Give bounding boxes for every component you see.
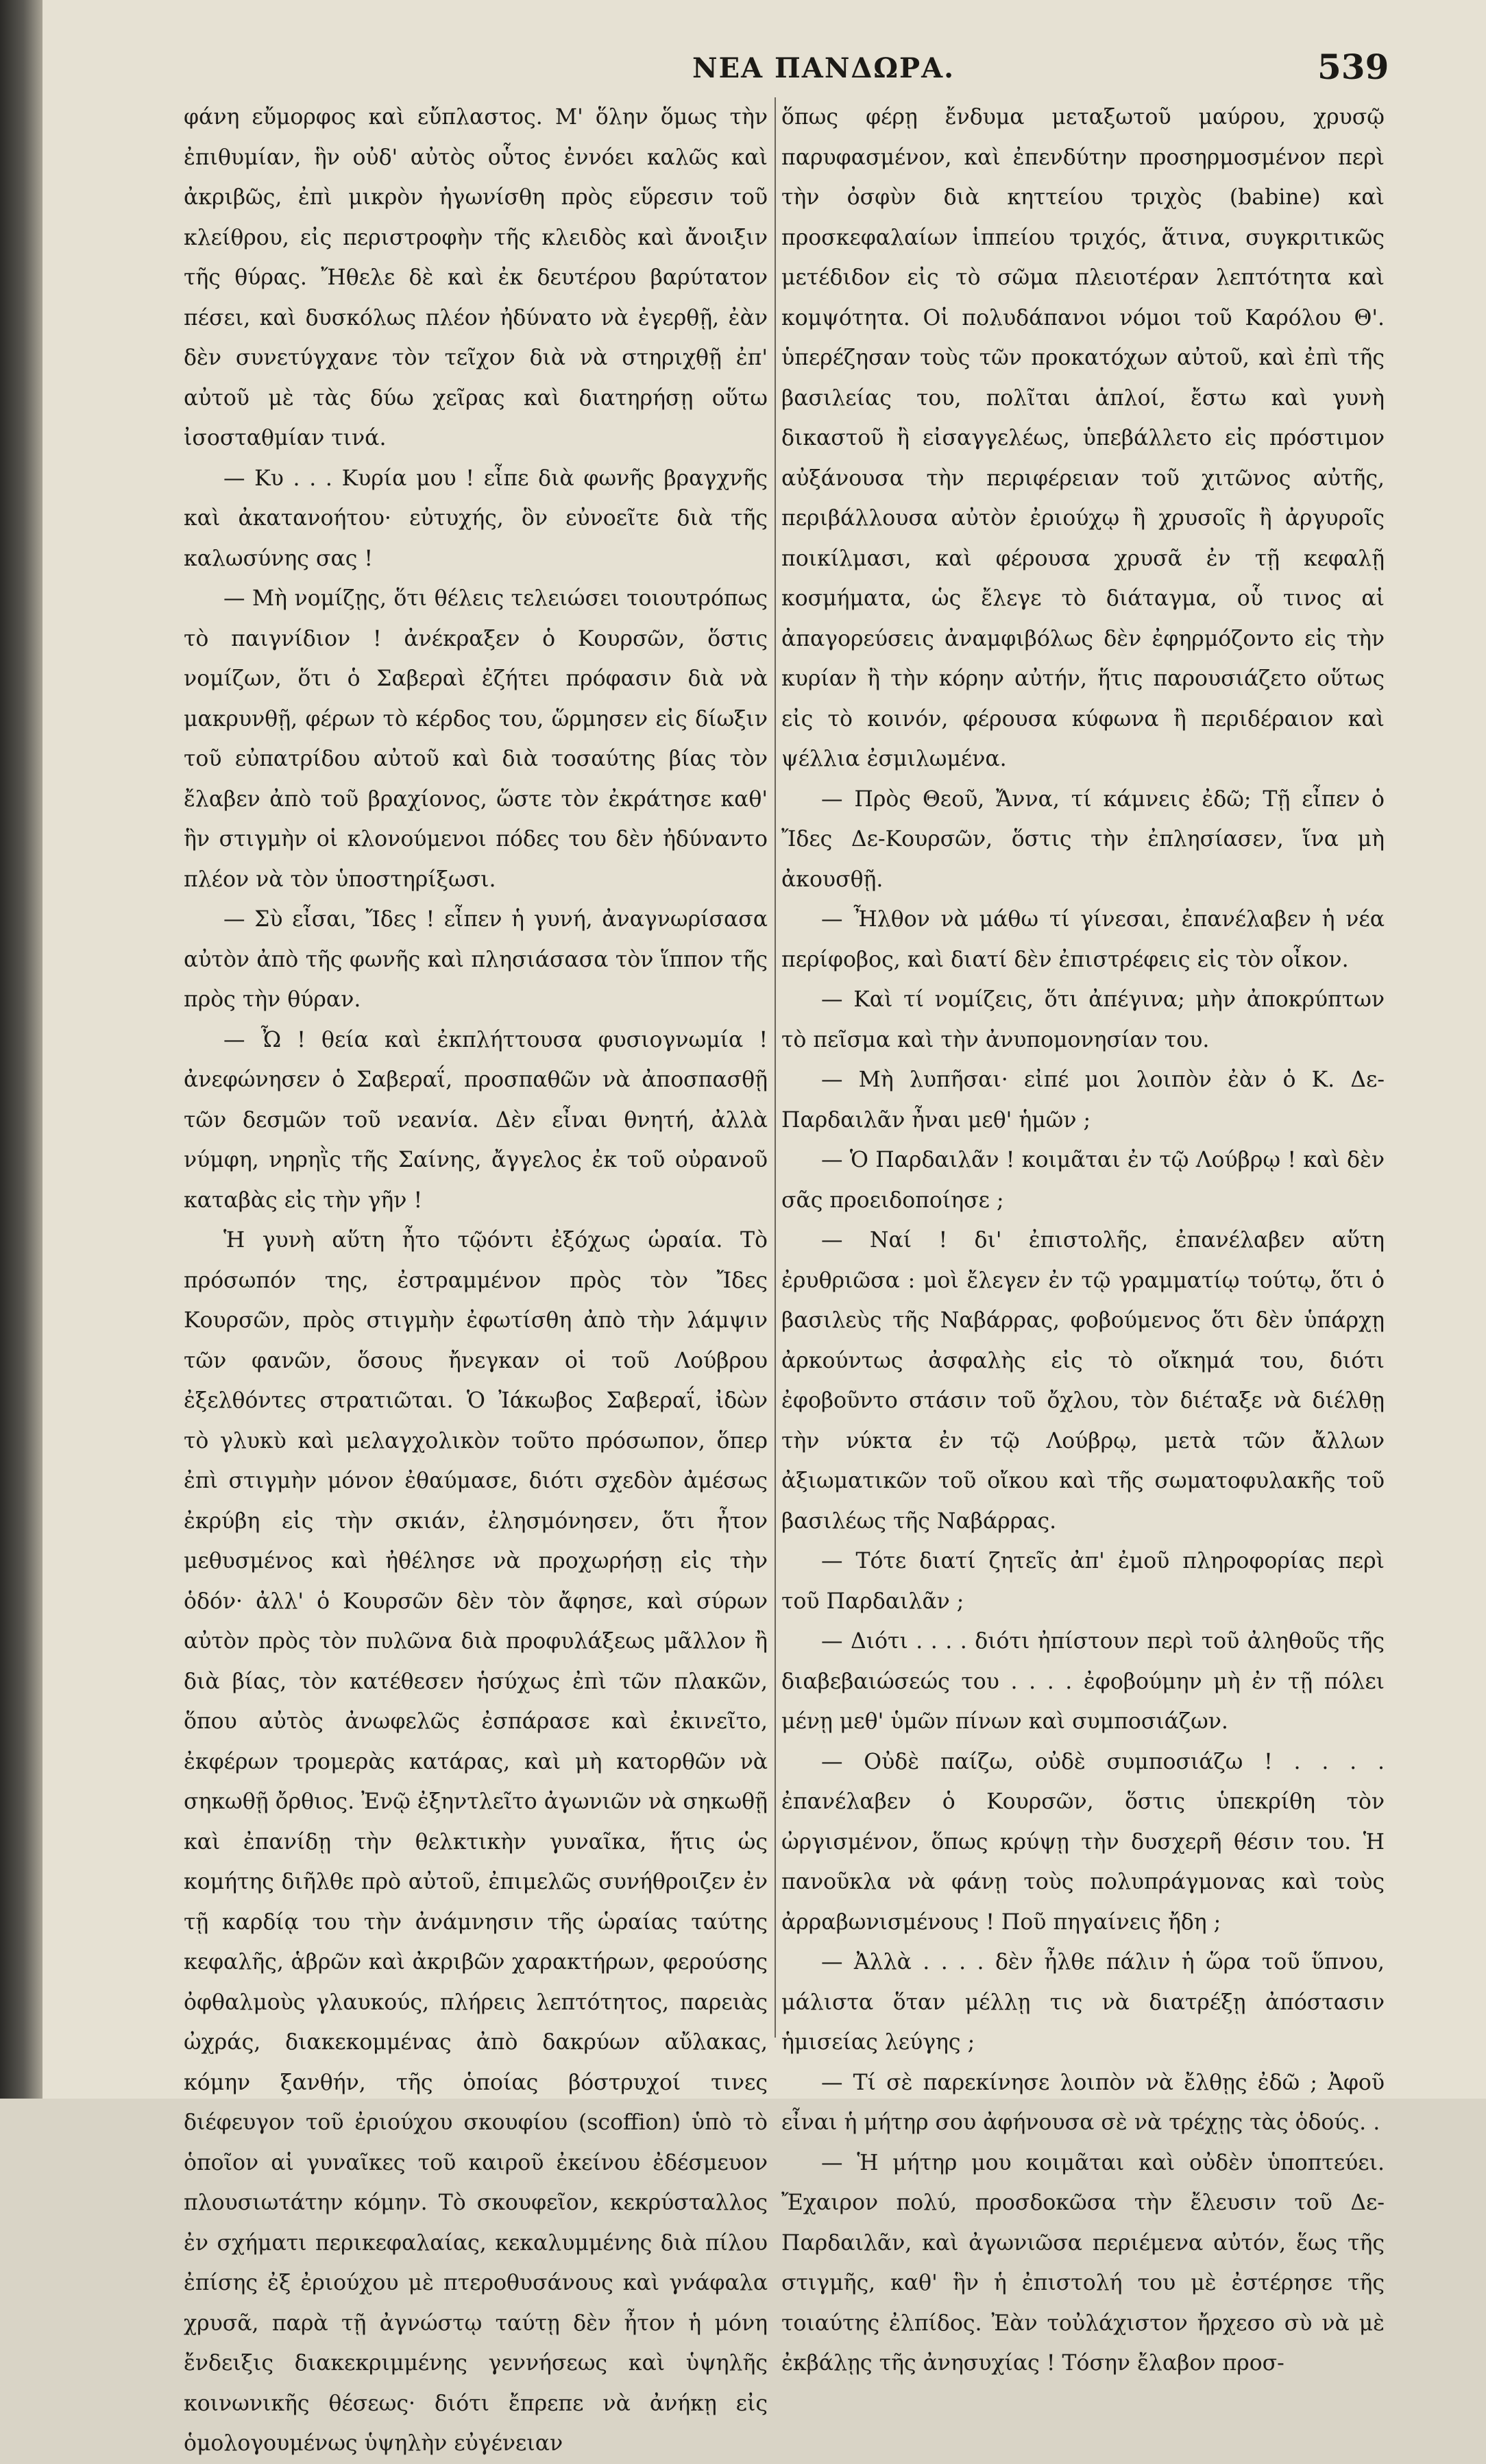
dialogue-paragraph: — Ἡ μήτηρ μου κοιμᾶται καὶ οὐδὲν ὑποπτεύει. Ἔχαιρον πολύ, προσδοκῶσα τὴν ἔλευσιν τοῦ Δε-Παρδαιλᾶν, καὶ ἀγωνιῶσα περιέμενα αὐτόν, ἕως τῆς στιγμῆς, καθ' ἣν ἡ ἐπιστολή του μὲ ἐστέρησε τῆς τοιαύτης ἐλπίδος. Ἐὰν τοὐλάχιστον ἤρχεσο σὺ νὰ μὲ ἐκβάλῃς τῆς ἀνησυχίας ! Τόσην ἔλαβον προσ- bbox=[781, 2150, 1385, 2376]
dialogue-paragraph: — Ὁ Παρδαιλᾶν ! κοιμᾶται ἐν τῷ Λούβρῳ ! καὶ δὲν σᾶς προειδοποίησε ; bbox=[781, 1148, 1385, 1213]
column-divider bbox=[775, 97, 776, 2038]
dialogue-paragraph: — Ἦλθον νὰ μάθω τί γίνεσαι, ἐπανέλαβεν ἡ νέα περίφοβος, καὶ διατί δὲν ἐπιστρέφεις εἰς τὸν οἶκον. bbox=[781, 907, 1385, 972]
dialogue-paragraph: — Μὴ λυπῆσαι· εἰπέ μοι λοιπὸν ἐὰν ὁ Κ. Δε-Παρδαιλᾶν ἦναι μεθ' ἡμῶν ; bbox=[781, 1067, 1385, 1133]
paragraph: φάνη εὔμορφος καὶ εὔπλαστος. Μ' ὅλην ὅμως τὴν ἐπιθυμίαν, ἣν οὐδ' αὐτὸς οὗτος ἐννόει καλῶς καὶ ἀκριβῶς, ἐπὶ μικρὸν ἠγωνίσθη πρὸς εὕρεσιν τοῦ κλείθρου, εἰς περιστροφὴν τῆς κλειδὸς καὶ ἄνοιξιν τῆς θύρας. Ἤθελε δὲ καὶ ἐκ δευτέρου βαρύτατον πέσει, καὶ δυσκόλως πλέον ἠδύνατο νὰ ἐγερθῇ, ἐὰν δὲν συνετύγχανε τὸν τεῖχον διὰ νὰ στηριχθῇ ἐπ' αὐτοῦ μὲ τὰς δύω χεῖρας καὶ διατηρήσῃ οὕτω ἰσοσταθμίαν τινά. bbox=[184, 105, 768, 450]
dialogue-paragraph: — Τί σὲ παρεκίνησε λοιπὸν νὰ ἔλθῃς ἐδῶ ; Ἀφοῦ εἶναι ἡ μήτηρ σου ἀφήνουσα σὲ νὰ τρέχῃς τὰς ὁδούς. . bbox=[781, 2070, 1385, 2135]
paragraph: ὅπως φέρῃ ἔνδυμα μεταξωτοῦ μαύρου, χρυσῷ παρυφασμένον, καὶ ἐπενδύτην προσηρμοσμένον περὶ τὴν ὀσφὺν διὰ κηττείου τριχὸς (babine) καὶ προσκεφαλαίων ἱππείου τριχός, ἅτινα, συγκριτικῶς μετέδιδον εἰς τὸ σῶμα πλειοτέραν λεπτότητα καὶ κομψότητα. Οἱ πολυδάπανοι νόμοι τοῦ Καρόλου Θ'. ὑπερέζησαν τοὺς τῶν προκατόχων αὐτοῦ, καὶ ἐπὶ τῆς βασιλείας του, πολῖται ἁπλοί, ἔστω καὶ γυνὴ δικαστοῦ ἢ εἰσαγγελέως, ὑπεβάλλετο εἰς πρόστιμον αὐξάνουσα τὴν περιφέρειαν τοῦ χιτῶνος αὐτῆς, περιβάλλουσα αὐτὸν ἐριούχῳ ἢ χρυσοῖς ἢ ἀργυροῖς ποικίλμασι, καὶ φέρουσα χρυσᾶ ἐν τῇ κεφαλῇ κοσμήματα, ὡς ἔλεγε τὸ διάταγμα, οὗ τινος αἱ ἀπαγορεύσεις ἀναμφιβόλως δὲν ἐφηρμόζοντο εἰς τὴν κυρίαν ἢ τὴν κόρην αὐτήν, ἥτις παρουσιάζετο οὕτως εἰς τὸ κοινόν, φέρουσα κύφωνα ἢ περιδέραιον καὶ ψέλλια ἐσμιλωμένα. bbox=[781, 105, 1385, 771]
page-header bbox=[0, 47, 1486, 95]
dialogue-paragraph: — Κυ . . . Κυρία μου ! εἶπε διὰ φωνῆς βραγχνῆς καὶ ἀκατανοήτου· εὐτυχής, ὃν εὐνοεῖτε διὰ τῆς καλωσύνης σας ! bbox=[184, 466, 768, 571]
left-column bbox=[184, 97, 768, 2456]
dialogue-paragraph: — Μὴ νομίζῃς, ὅτι θέλεις τελειώσει τοιουτρόπως τὸ παιγνίδιον ! ἀνέκραξεν ὁ Κουρσῶν, ὅστις νομίζων, ὅτι ὁ Σαβεραὶ ἐζήτει πρόφασιν διὰ νὰ μακρυνθῇ, φέρων τὸ κέρδος του, ὥρμησεν εἰς δίωξιν τοῦ εὐπατρίδου αὐτοῦ καὶ διὰ τοσαύτης βίας τὸν ἔλαβεν ἀπὸ τοῦ βραχίονος, ὥστε τὸν ἐκράτησε καθ' ἣν στιγμὴν οἱ κλονούμενοι πόδες του δὲν ἠδύναντο πλέον νὰ τὸν ὑποστηρίξωσι. bbox=[184, 586, 768, 892]
dialogue-paragraph: — Σὺ εἶσαι, Ἴδες ! εἶπεν ἡ γυνή, ἀναγνωρίσασα αὐτὸν ἀπὸ τῆς φωνῆς καὶ πλησιάσασα τὸν ἵππον τῆς πρὸς τὴν θύραν. bbox=[184, 907, 768, 1012]
paragraph: Ἡ γυνὴ αὕτη ἦτο τῷόντι ἐξόχως ὡραία. Τὸ πρόσωπόν της, ἐστραμμένον πρὸς τὸν Ἴδες Κουρσῶν, πρὸς στιγμὴν ἐφωτίσθη ἀπὸ τὴν λάμψιν τῶν φανῶν, ὅσους ἤνεγκαν οἱ τοῦ Λούβρου ἐξελθόντες στρατιῶται. Ὁ Ἰάκωβος Σαβεραΐ, ἰδὼν τὸ γλυκὺ καὶ μελαγχολικὸν τοῦτο πρόσωπον, ὅπερ ἐπὶ στιγμὴν μόνον ἐθαύμασε, διότι σχεδὸν ἀμέσως ἐκρύβη εἰς τὴν σκιάν, ἐλησμόνησεν, ὅτι ἦτον μεθυσμένος καὶ ἠθέλησε νὰ προχωρήσῃ εἰς τὴν ὁδόν· ἀλλ' ὁ Κουρσῶν δὲν τὸν ἄφησε, καὶ σύρων αὐτὸν πρὸς τὸν πυλῶνα διὰ προφυλάξεως μᾶλλον ἢ διὰ βίας, τὸν κατέθεσεν ἡσύχως ἐπὶ τῶν πλακῶν, ὅπου αὐτὸς ἀνωφελῶς ἐσπάρασε καὶ ἐκινεῖτο, ἐκφέρων τρομερὰς κατάρας, καὶ μὴ κατορθῶν νὰ σηκωθῇ ὄρθιος. Ἐνῷ ἐξηντλεῖτο ἀγωνιῶν νὰ σηκωθῇ καὶ ἐπανίδῃ τὴν θελκτικὴν γυναῖκα, ἥτις ὡς κομήτης διῆλθε πρὸ αὐτοῦ, ἐπιμελῶς συνήθροιζεν ἐν τῇ καρδίᾳ του τὴν ἀνάμνησιν τῆς ὡραίας ταύτης κεφαλῆς, ἁβρῶν καὶ ἀκριβῶν χαρακτήρων, φερούσης ὀφθαλμοὺς γλαυκούς, πλήρεις λεπτότητος, παρειὰς ὠχράς, διακεκομμένας ἀπὸ δακρύων αὔλακας, κόμην ξανθήν, τῆς ὁποίας βόστρυχοί τινες διέφευγον τοῦ ἐριούχου σκουφίου (scoffion) ὑπὸ τὸ ὁποῖον αἱ γυναῖκες τοῦ καιροῦ ἐκείνου ἐδέσμευον πλουσιωτάτην κόμην. Τὸ σκουφεῖον, κεκρύσταλλος ἐν σχήματι περικεφαλαίας, κεκαλυμμένης διὰ πίλου ἐπίσης ἐξ ἐριούχου μὲ πτεροθυσάνους καὶ γνάφαλα χρυσᾶ, παρὰ τῇ ἀγνώστῳ ταύτῃ δὲν ἦτον ἡ μόνη ἔνδειξις διακεκριμμένης γεννήσεως καὶ ὑψηλῆς κοινωνικῆς θέσεως· διότι ἔπρεπε νὰ ἀνήκῃ εἰς ὁμολογουμένως ὑψηλὴν εὐγένειαν bbox=[184, 1228, 768, 2456]
dialogue-paragraph: — Διότι . . . . διότι ἠπίστουν περὶ τοῦ ἀληθοῦς τῆς διαβεβαιώσεώς του . . . . ἐφοβούμην μὴ ἐν τῇ πόλει μένῃ μεθ' ὑμῶν πίνων καὶ συμποσιάζων. bbox=[781, 1629, 1385, 1734]
page-number: 539 bbox=[1317, 47, 1389, 87]
running-title: ΝΕΑ ΠΑΝΔΩΡΑ. bbox=[692, 52, 955, 84]
dialogue-paragraph: — Οὐδὲ παίζω, οὐδὲ συμποσιάζω ! . . . . ἐπανέλαβεν ὁ Κουρσῶν, ὅστις ὑπεκρίθη τὸν ὠργισμένον, ὅπως κρύψῃ τὴν δυσχερῆ θέσιν του. Ἡ πανοῦκλα νὰ φάνῃ τοὺς πολυπράγμονας καὶ τοὺς ἀρραβωνισμένους ! Ποῦ πηγαίνεις ἤδη ; bbox=[781, 1749, 1385, 1935]
dialogue-paragraph: — Πρὸς Θεοῦ, Ἄννα, τί κάμνεις ἐδῶ; Τῇ εἶπεν ὁ Ἴδες Δε-Κουρσῶν, ὅστις τὴν ἐπλησίασεν, ἵνα μὴ ἀκουσθῇ. bbox=[781, 786, 1385, 892]
page-gutter-shadow bbox=[0, 0, 42, 2099]
dialogue-paragraph: — Τότε διατί ζητεῖς ἀπ' ἐμοῦ πληροφορίας περὶ τοῦ Παρδαιλᾶν ; bbox=[781, 1549, 1385, 1614]
dialogue-paragraph: — Καὶ τί νομίζεις, ὅτι ἀπέγινα; μὴν ἀποκρύπτων τὸ πεῖσμα καὶ τὴν ἀνυπομονησίαν του. bbox=[781, 987, 1385, 1052]
dialogue-paragraph: — Ναί ! δι' ἐπιστολῆς, ἐπανέλαβεν αὕτη ἐρυθριῶσα : μοὶ ἔλεγεν ἐν τῷ γραμματίῳ τούτῳ, ὅτι ὁ βασιλεὺς τῆς Ναβάρρας, φοβούμενος ὅτι δὲν ὑπάρχῃ ἀρκούντως ἀσφαλὴς εἰς τὸ οἴκημά του, διότι ἐφοβοῦντο στάσιν τοῦ ὄχλου, τὸν διέταξε νὰ διέλθῃ τὴν νύκτα ἐν τῷ Λούβρῳ, μετὰ τῶν ἄλλων ἀξιωματικῶν τοῦ οἴκου καὶ τῆς σωματοφυλακῆς τοῦ βασιλέως τῆς Ναβάρρας. bbox=[781, 1228, 1385, 1534]
dialogue-paragraph: — Ἀλλὰ . . . . δὲν ἦλθε πάλιν ἡ ὥρα τοῦ ὕπνου, μάλιστα ὅταν μέλλῃ τις νὰ διατρέξῃ ἀπόστασιν ἡμισείας λεύγης ; bbox=[781, 1950, 1385, 2055]
dialogue-paragraph: — Ὦ ! θεία καὶ ἐκπλήττουσα φυσιογνωμία ! ἀνεφώνησεν ὁ Σαβεραΐ, προσπαθῶν νὰ ἀποσπασθῇ τῶν δεσμῶν τοῦ νεανία. Δὲν εἶναι θνητή, ἀλλὰ νύμφη, νηρηῒς τῆς Σαίνης, ἄγγελος ἐκ τοῦ οὐρανοῦ καταβὰς εἰς τὴν γῆν ! bbox=[184, 1027, 768, 1213]
right-column bbox=[781, 97, 1385, 2376]
